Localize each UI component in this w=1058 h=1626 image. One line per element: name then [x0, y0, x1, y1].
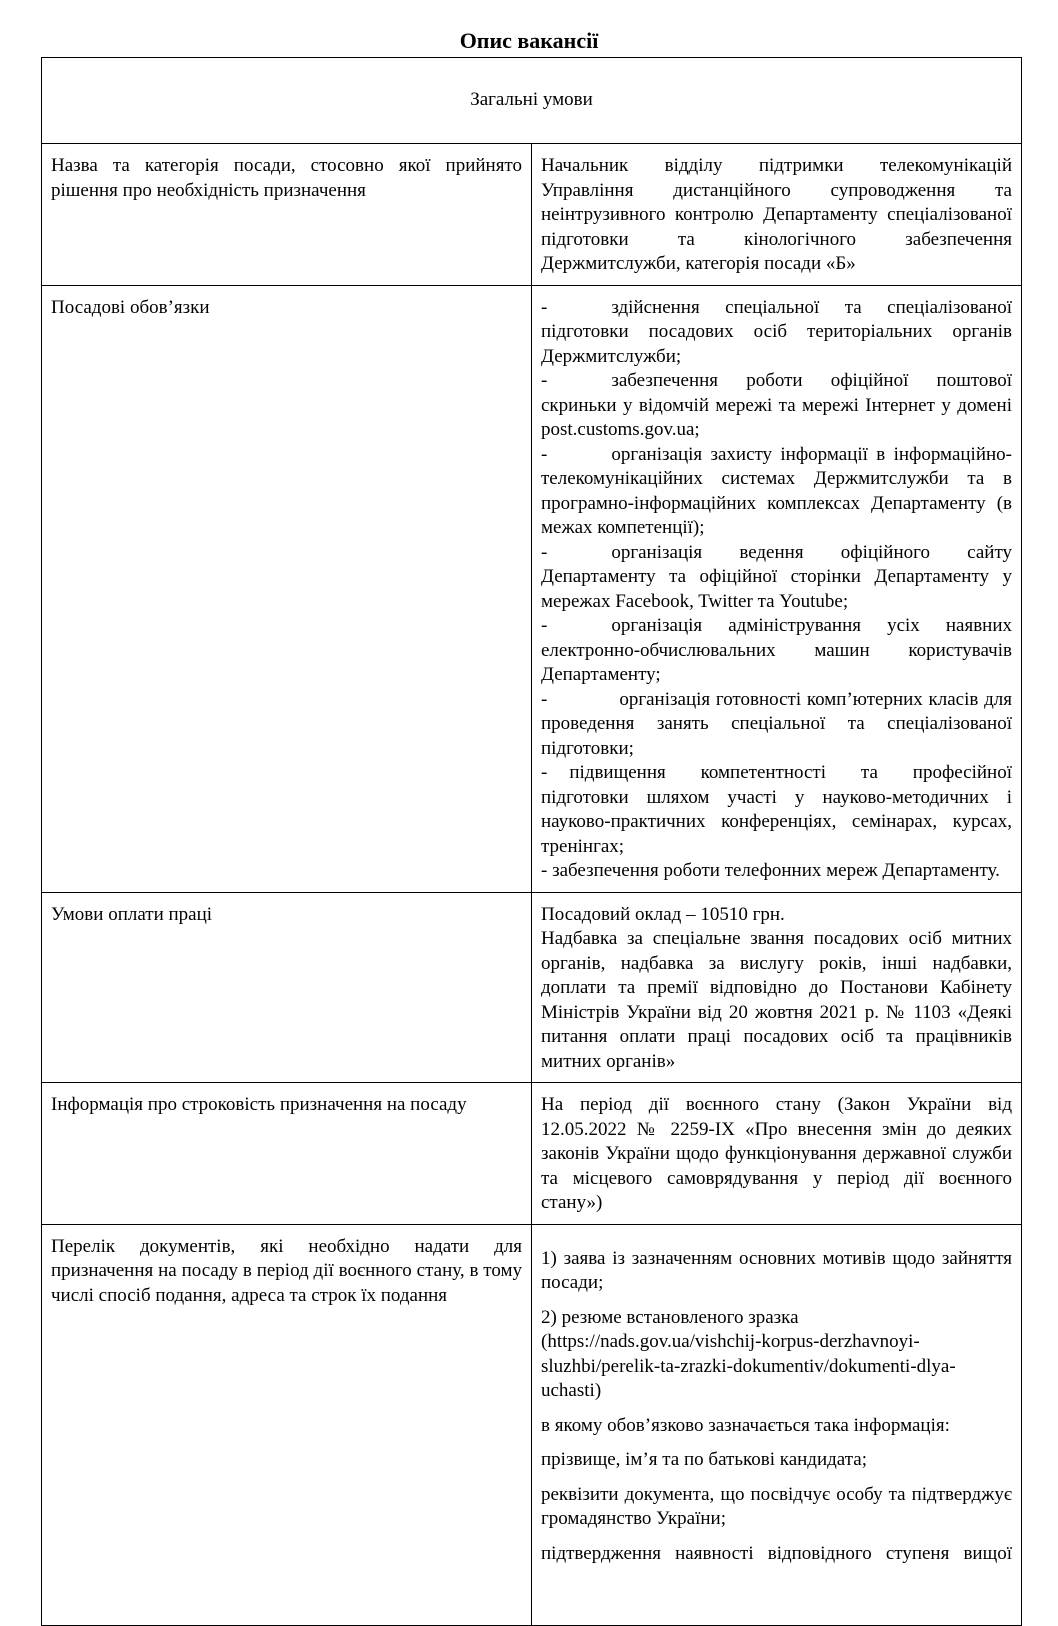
term-value: На період дії воєнного стану (Закон України від 12.05.2022 № 2259-IX «Про внесення змін до деяких законів України щодо функціонування державної служби та місцевого самоврядування у період дії воєнного стану») — [532, 1083, 1022, 1225]
duty-item: - забезпечення роботи офіційної поштової скриньки у відомчій мережі та мережі Інтернет у домені post.customs.gov.ua; — [541, 370, 1012, 440]
salary-value — [532, 892, 1022, 1083]
document-title: Опис вакансії — [459, 28, 599, 53]
table-row — [42, 892, 1022, 1083]
table-row — [42, 1224, 1022, 1625]
table-row — [42, 285, 1022, 892]
document-paragraph: реквізити документа, що посвідчує особу та підтверджує громадянство України; — [541, 1483, 1012, 1529]
table-row — [42, 1083, 1022, 1225]
document-paragraph: в якому обов’язково зазначається така інформація: — [541, 1414, 950, 1436]
document-paragraph: 1) заява із зазначенням основних мотивів щодо зайняття посади; — [541, 1247, 1012, 1293]
salary-amount: Посадовий оклад – 10510 грн. — [541, 903, 785, 925]
duty-item: - організація ведення офіційного сайту Департаменту та офіційної сторінки Департаменту у мережах Facebook, Twitter та Youtube; — [541, 541, 1012, 612]
duty-item: - здійснення спеціальної та спеціалізованої підготовки посадових осіб територіальних органів Держмитслужби; — [541, 296, 1012, 367]
table-header-row — [42, 58, 1022, 144]
term-label: Інформація про строковість призначення на посаду — [42, 1083, 532, 1225]
general-conditions-header: Загальні умови — [42, 58, 1022, 144]
documents-label: Перелік документів, які необхідно надати для призначення на посаду в період дії воєнного стану, в тому числі спосіб подання, адреса та строк їх подання — [42, 1224, 532, 1625]
duties-list — [532, 285, 1022, 892]
table-row — [42, 144, 1022, 286]
duty-item: - підвищення компетентності та професійної підготовки шляхом участі у науково-методичних і науково-практичних конференціях, семінарах, курсах, тренінгах; — [541, 762, 1012, 857]
document-paragraph: прізвище, ім’я та по батькові кандидата; — [541, 1449, 867, 1470]
duties-label: Посадові обов’язки — [42, 285, 532, 892]
position-name-label: Назва та категорія посади, стосовно якої прийнято рішення про необхідність призначення — [42, 144, 532, 286]
position-name-value: Начальник відділу підтримки телекомунікацій Управління дистанційного супроводження та неінтрузивного контролю Департаменту спеціалізованої підготовки та кінологічного забезпечення Держмитслужби, категорія посади «Б» — [532, 144, 1022, 286]
duty-item-last: - забезпечення роботи телефонних мереж Департаменту. — [541, 860, 1000, 881]
document-paragraph: 2) резюме встановленого зразка (https://nads.gov.ua/vishchij-korpus-derzhavnoyi-sluzhbi/perelik-ta-zrazki-dokumentiv/dokumenti-dlya-uchasti) — [541, 1306, 956, 1401]
duty-item: - організація захисту інформації в інформаційно-телекомунікаційних системах Держмитслужби та в програмно-інформаційних комплексах Департаменту (в межах компетенції); — [541, 443, 1012, 538]
salary-bonuses: Надбавка за спеціальне звання посадових осіб митних органів, надбавка за вислугу років, інші надбавки, доплати та премії відповідно до Постанови Кабінету Міністрів України від 20 жовтня 2021 р. № 1103 «Деякі питання оплати праці посадових осіб та працівників митних органів» — [541, 928, 1012, 1072]
salary-label: Умови оплати праці — [42, 892, 532, 1083]
documents-list — [532, 1224, 1022, 1625]
document-paragraph: підтвердження наявності відповідного ступеня вищої — [541, 1542, 1012, 1564]
duty-item: - організація готовності комп’ютерних класів для проведення занять спеціальної та спеціалізованої підготовки; — [541, 688, 1012, 759]
vacancy-table — [41, 57, 1022, 1626]
duty-item: - організація адміністрування усіх наявних електронно-обчислювальних машин користувачів Департаменту; — [541, 615, 1012, 685]
